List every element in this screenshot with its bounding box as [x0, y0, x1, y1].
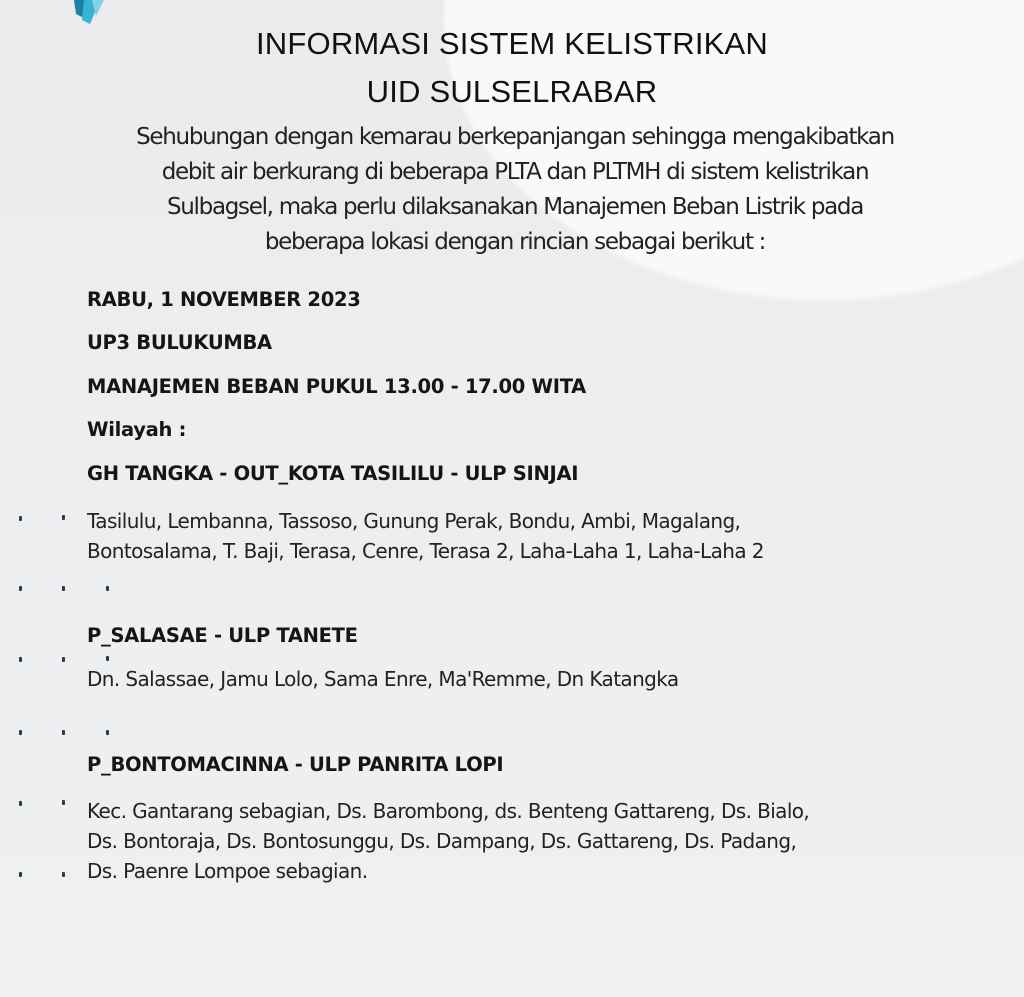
dot-artifact — [62, 515, 65, 520]
dot-artifact — [62, 800, 65, 805]
intro-paragraph — [70, 120, 960, 260]
dot-artifact — [19, 657, 22, 662]
region-label: Wilayah : — [87, 418, 187, 441]
intro-line: Sehubungan dengan kemarau berkepanjangan sehingga mengakibatkan — [136, 124, 894, 150]
location-line: Tasilulu, Lembanna, Tassoso, Gunung Perak, Bondu, Ambi, Magalang, — [87, 509, 741, 533]
area-locations — [87, 796, 942, 886]
intro-line: beberapa lokasi dengan rincian sebagai berikut : — [264, 229, 766, 255]
page-subtitle: UID SULSELRABAR — [366, 74, 658, 109]
area-heading: GH TANGKA - OUT_KOTA TASILILU - ULP SINJAI — [87, 462, 579, 485]
dot-artifact — [106, 656, 109, 661]
schedule-date: RABU, 1 NOVEMBER 2023 — [87, 288, 361, 311]
dot-artifact — [62, 586, 65, 591]
location-line: Dn. Salassae, Jamu Lolo, Sama Enre, Ma'Remme, Dn Katangka — [87, 667, 679, 691]
dot-artifact — [62, 730, 65, 735]
schedule-unit: UP3 BULUKUMBA — [87, 331, 272, 354]
dot-artifact — [106, 586, 109, 591]
intro-line: debit air berkurang di beberapa PLTA dan PLTMH di sistem kelistrikan — [161, 159, 869, 185]
location-line: Ds. Bontoraja, Ds. Bontosunggu, Ds. Dampang, Ds. Gattareng, Ds. Padang, — [87, 829, 797, 853]
area-locations — [87, 506, 942, 566]
area-heading: P_BONTOMACINNA - ULP PANRITA LOPI — [87, 753, 504, 776]
dot-artifact — [19, 801, 22, 806]
dot-artifact — [106, 730, 109, 735]
dot-artifact — [19, 730, 22, 735]
pln-logo-icon — [70, 0, 118, 26]
dot-artifact — [62, 657, 65, 662]
dot-artifact — [19, 586, 22, 591]
area-locations — [87, 664, 942, 694]
location-line: Kec. Gantarang sebagian, Ds. Barombong, ds. Benteng Gattareng, Ds. Bialo, — [87, 799, 810, 823]
dot-artifact — [62, 872, 65, 877]
schedule-time: MANAJEMEN BEBAN PUKUL 13.00 - 17.00 WITA — [87, 375, 586, 398]
area-heading: P_SALASAE - ULP TANETE — [87, 624, 358, 647]
dot-artifact — [19, 872, 22, 877]
intro-line: Sulbagsel, maka perlu dilaksanakan Manajemen Beban Listrik pada — [166, 194, 864, 220]
location-line: Ds. Paenre Lompoe sebagian. — [87, 859, 368, 883]
dot-artifact — [19, 516, 22, 521]
page-title: INFORMASI SISTEM KELISTRIKAN — [255, 26, 768, 61]
location-line: Bontosalama, T. Baji, Terasa, Cenre, Terasa 2, Laha-Laha 1, Laha-Laha 2 — [87, 539, 764, 563]
